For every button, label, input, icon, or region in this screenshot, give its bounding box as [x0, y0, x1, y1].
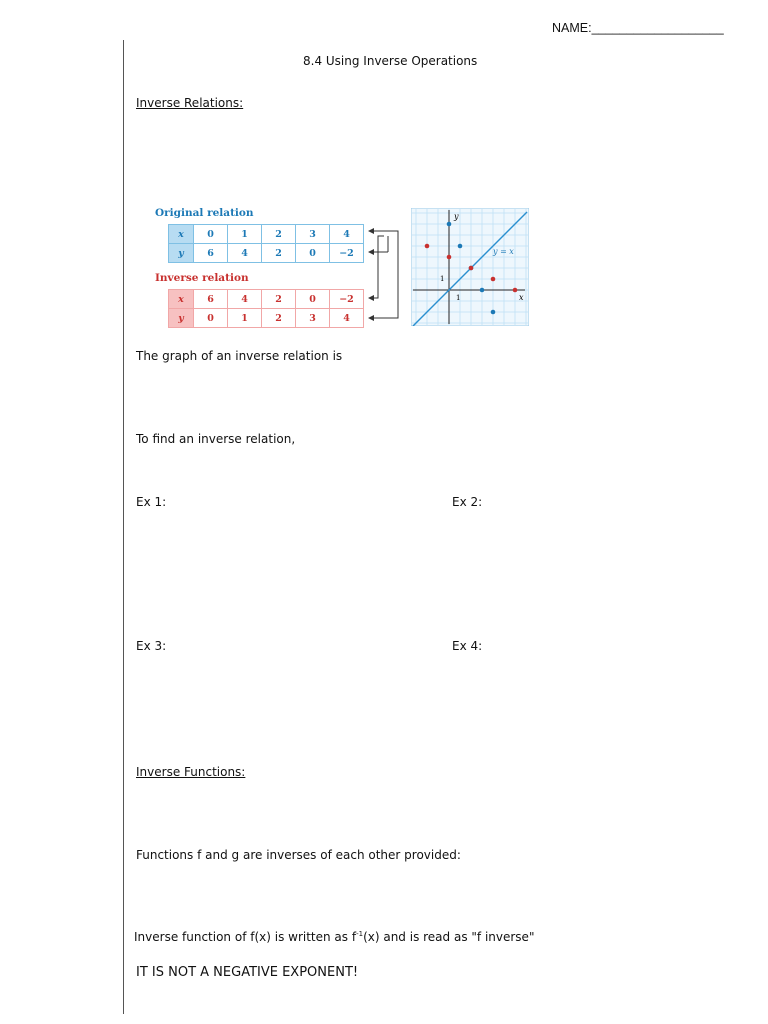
example-2-label: Ex 2:: [452, 495, 483, 509]
table-cell: 3: [296, 309, 330, 328]
page-cutoff: [0, 1014, 768, 1024]
table-row: [169, 309, 364, 328]
original-relation-label: Original relation: [155, 207, 254, 219]
table-cell: x: [169, 225, 194, 244]
graph-statement: The graph of an inverse relation is: [136, 349, 343, 363]
table-cell: 2: [262, 290, 296, 309]
inverse-point: [469, 266, 474, 271]
inverse-relation-table: [168, 289, 364, 328]
table-cell: y: [169, 244, 194, 263]
table-row: [169, 290, 364, 309]
y-tick-label: 1: [440, 275, 445, 283]
margin-line: [123, 40, 124, 1024]
original-point: [458, 244, 463, 249]
table-cell: 2: [262, 309, 296, 328]
table-cell: 4: [228, 244, 262, 263]
table-cell: 0: [194, 225, 228, 244]
example-3-label: Ex 3:: [136, 639, 167, 653]
notation-statement: [134, 931, 534, 943]
notation-text-end: (x) and is read as "f inverse": [363, 930, 535, 944]
table-cell: 0: [296, 244, 330, 263]
table-cell: 1: [228, 225, 262, 244]
name-field: NAME:___________________: [552, 21, 724, 35]
table-cell: 6: [194, 244, 228, 263]
y-axis-label: y: [454, 212, 459, 221]
table-cell: 0: [296, 290, 330, 309]
line-label: y = x: [493, 247, 514, 256]
table-cell: 4: [330, 309, 364, 328]
warning-statement: IT IS NOT A NEGATIVE EXPONENT!: [136, 965, 359, 980]
table-cell: −2: [330, 290, 364, 309]
inverse-point: [447, 255, 452, 260]
original-relation-table: [168, 224, 364, 263]
table-cell: 4: [228, 290, 262, 309]
inverse-functions-heading: Inverse Functions:: [136, 765, 246, 779]
inverse-point: [513, 288, 518, 293]
table-row: [169, 244, 364, 263]
x-tick-label: 1: [456, 294, 461, 302]
table-row: [169, 225, 364, 244]
find-statement: To find an inverse relation,: [136, 432, 296, 446]
page-title: 8.4 Using Inverse Operations: [303, 54, 478, 68]
table-cell: 6: [194, 290, 228, 309]
table-cell: 1: [228, 309, 262, 328]
example-4-label: Ex 4:: [452, 639, 483, 653]
inverse-relations-heading: Inverse Relations:: [136, 96, 244, 110]
example-1-label: Ex 1:: [136, 495, 167, 509]
inverse-relation-graph: [411, 208, 529, 326]
table-cell: −2: [330, 244, 364, 263]
original-point: [480, 288, 485, 293]
table-cell: x: [169, 290, 194, 309]
table-cell: y: [169, 309, 194, 328]
table-cell: 2: [262, 244, 296, 263]
table-cell: 4: [330, 225, 364, 244]
relation-arrows: [364, 222, 412, 328]
inverse-point: [425, 244, 430, 249]
table-cell: 0: [194, 309, 228, 328]
table-cell: 2: [262, 225, 296, 244]
original-point: [447, 222, 452, 227]
provided-statement: Functions f and g are inverses of each other provided:: [136, 848, 461, 862]
original-point: [491, 310, 496, 315]
notation-text: Inverse function of f(x) is written as f: [134, 930, 357, 944]
inverse-point: [491, 277, 496, 282]
inverse-superscript: -1: [356, 930, 364, 938]
x-axis-label: x: [519, 293, 524, 302]
inverse-relation-label: Inverse relation: [155, 272, 249, 284]
table-cell: 3: [296, 225, 330, 244]
